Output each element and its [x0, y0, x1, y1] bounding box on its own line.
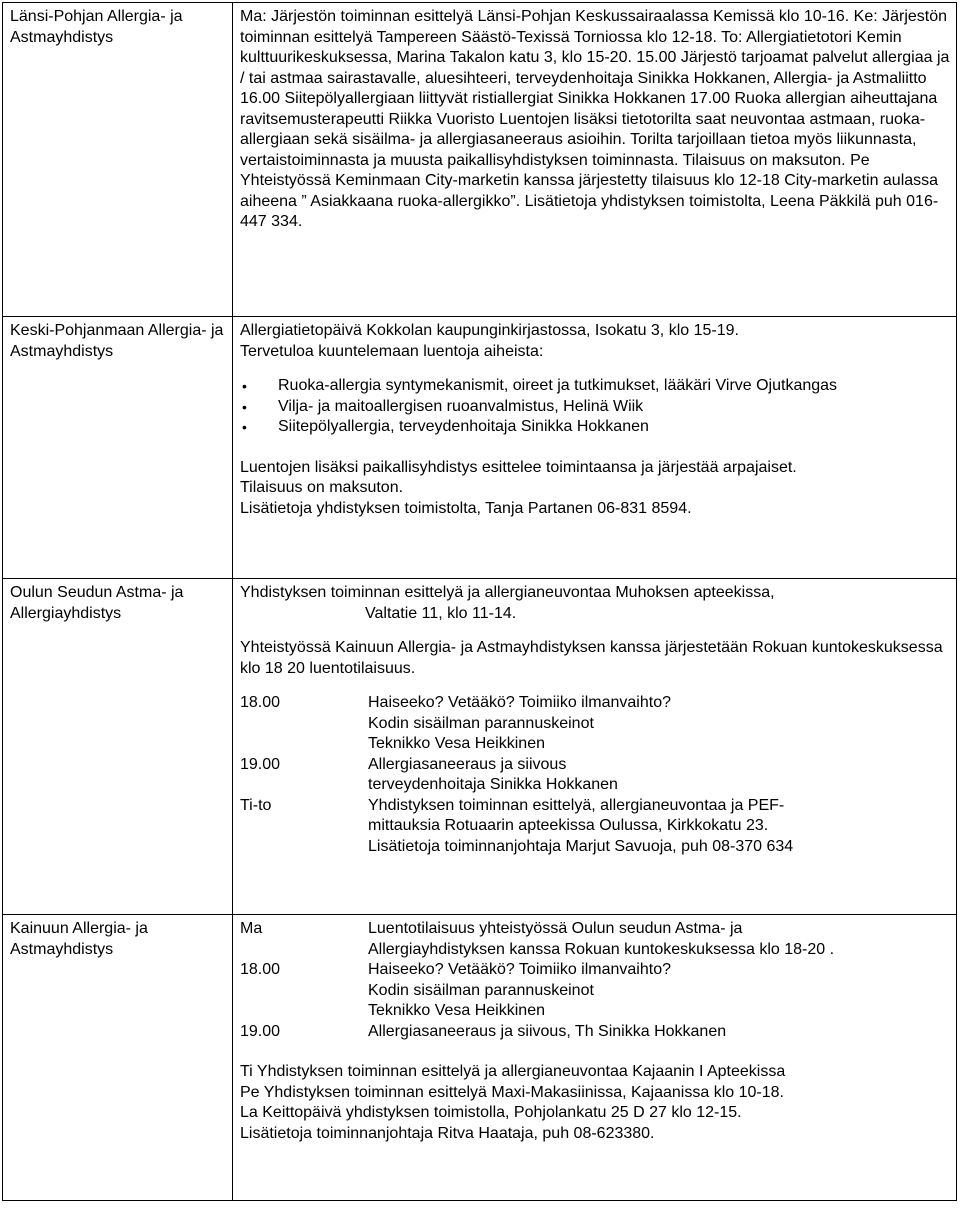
schedule-line: Luentotilaisuus yhteistyössä Oulun seudun Astma- ja	[368, 920, 743, 937]
list-item-text: Vilja- ja maitoallergisen ruoanvalmistus, Helinä Wiik	[278, 397, 644, 415]
org-name-cell	[3, 579, 233, 915]
bullet-icon: •	[242, 419, 247, 435]
org-name: Kainuun Allergia- ja Astmayhdistys	[10, 920, 148, 958]
intro-line: Allergiatietopäivä Kokkolan kaupunginkirjastossa, Isokatu 3, klo 15-19.	[240, 322, 739, 339]
table-row	[3, 579, 957, 915]
closing-line: Pe Yhdistyksen toiminnan esittelyä Maxi-Makasiinissa, Kajaanissa klo 10-18.	[240, 1083, 784, 1101]
bullet-icon: •	[242, 398, 247, 415]
table-row	[3, 317, 957, 579]
table-row	[3, 3, 957, 317]
schedule-entry	[368, 796, 951, 858]
event-description-cell	[233, 915, 957, 1201]
org-name-cell	[3, 3, 233, 317]
schedule-line: Kodin sisäilman parannuskeinot	[368, 714, 594, 732]
event-description-cell	[233, 317, 957, 579]
schedule-line: Lisätietoja toiminnanjohtaja Marjut Savuoja, puh 08-370 634	[368, 837, 794, 855]
schedule-line: Teknikko Vesa Heikkinen	[368, 735, 545, 752]
schedule-line: Haiseeko? Vetääkö? Toimiiko ilmanvaihto?	[368, 961, 671, 978]
closing-line: La Keittopäivä yhdistyksen toimistolla, Pohjolankatu 25 D 27 klo 12-15.	[240, 1104, 742, 1121]
org-name: Länsi-Pohjan Allergia- ja Astmayhdistys	[10, 8, 183, 46]
intro-line: Tervetuloa kuuntelemaan luentoja aiheista:	[240, 342, 544, 360]
closing-line: Ti Yhdistyksen toiminnan esittelyä ja allergianeuvontaa Kajaanin I Apteekissa	[240, 1063, 786, 1080]
bullet-icon: •	[242, 378, 247, 394]
schedule-time: 19.00	[240, 755, 281, 773]
event-description-cell	[233, 579, 957, 915]
closing-line: Lisätietoja toiminnanjohtaja Ritva Haataja, puh 08-623380.	[240, 1124, 655, 1142]
schedule-entry	[368, 919, 951, 960]
schedule	[240, 693, 951, 857]
schedule-line: Allergiayhdistyksen kanssa Rokuan kuntokeskuksessa klo 18-20 .	[368, 940, 835, 958]
schedule-line: Yhdistyksen toiminnan esittelyä, allergianeuvontaa ja PEF-	[368, 796, 785, 814]
event-line: Valtatie 11, klo 11-14.	[365, 604, 517, 622]
schedule-line: Kodin sisäilman parannuskeinot	[368, 981, 594, 999]
org-name-cell	[3, 915, 233, 1201]
schedule-line: mittauksia Rotuaarin apteekissa Oulussa, Kirkkokatu 23.	[368, 817, 769, 834]
list-item	[240, 397, 951, 418]
org-name: Keski-Pohjanmaan Allergia- ja Astmayhdistys	[10, 322, 224, 360]
outro-line: Tilaisuus on maksuton.	[240, 479, 404, 496]
schedule-entry	[368, 755, 951, 796]
lecture-list	[240, 376, 951, 438]
list-item-text: Siitepölyallergia, terveydenhoitaja Sinikka Hokkanen	[278, 418, 649, 435]
schedule-time: Ma	[240, 920, 263, 937]
schedule-line: Teknikko Vesa Heikkinen	[368, 1002, 545, 1019]
schedule-entry	[368, 693, 951, 755]
org-name: Oulun Seudun Astma- ja Allergiayhdistys	[10, 584, 184, 622]
list-item-text: Ruoka-allergia syntymekanismit, oireet ja tutkimukset, lääkäri Virve Ojutkangas	[278, 377, 838, 394]
outro-line: Lisätietoja yhdistyksen toimistolta, Tanja Partanen 06-831 8594.	[240, 499, 692, 517]
schedule-time: Ti-to	[240, 796, 272, 814]
events-table	[2, 2, 957, 1201]
schedule-time: 19.00	[240, 1022, 281, 1040]
schedule-time: 18.00	[240, 961, 281, 978]
event-description-cell	[233, 3, 957, 317]
schedule-line: Haiseeko? Vetääkö? Toimiiko ilmanvaihto?	[368, 694, 671, 711]
event-paragraph: Ma: Järjestön toiminnan esittelyä Länsi-Pohjan Keskussairaalassa Kemissä klo 10-16. Ke: Järjestön toiminnan esittelyä Tampereen Säästö-Texissä Torniossa klo 12-18. To: Allergiatietotori Kemin kulttuurikeskuksessa, Marina Takalon katu 3, klo 15-20. 15.00 Järjestö tarjoamat palvelut allergiaa ja / tai astmaa sairastavalle, aluesihteeri, terveydenhoitaja Sinikka Hokkanen, Allergia- ja Astmaliitto 16.00 Siitepölyallergiaan liittyvät ristiallergiat Sinikka Hokkanen 17.00 Ruoka allergian aiheuttajana ravitsemusterapeutti Riikka Vuoristo Luentojen lisäksi tietotorilta saat neuvontaa astmaan, ruoka-allergiaan sekä sisäilma- ja allergiasaneeraus asioihin. Torilta tarjoillaan tietoa myös liikunnasta, vertaistoiminnasta ja muusta paikallisyhdistyksen toiminnasta. Tilaisuus on maksuton. Pe Yhteistyössä Keminmaan City-marketin kanssa järjestetty tilaisuus klo 12-18 City-marketin aulassa aiheena ” Asiakkaana ruoka-allergikko”. Lisätietoja yhdistyksen toimistolta, Leena Päkkilä puh 016-447 334.	[240, 8, 950, 230]
outro-line: Luentojen lisäksi paikallisyhdistys esittelee toimintaansa ja järjestää arpajaiset.	[240, 458, 797, 476]
schedule-entry	[368, 960, 951, 1022]
schedule-line: terveydenhoitaja Sinikka Hokkanen	[368, 776, 618, 793]
list-item	[240, 376, 951, 397]
list-item	[240, 417, 951, 438]
schedule-entry	[368, 1022, 951, 1043]
schedule	[240, 919, 951, 1042]
schedule-line: Allergiasaneeraus ja siivous	[368, 755, 567, 773]
table-row	[3, 915, 957, 1201]
org-name-cell	[3, 317, 233, 579]
schedule-line: Allergiasaneeraus ja siivous, Th Sinikka Hokkanen	[368, 1022, 727, 1040]
schedule-time: 18.00	[240, 694, 281, 711]
event-line: Yhdistyksen toiminnan esittelyä ja allergianeuvontaa Muhoksen apteekissa,	[240, 584, 775, 601]
event-paragraph: Yhteistyössä Kainuun Allergia- ja Astmayhdistyksen kanssa järjestetään Rokuan kuntokeskuksessa klo 18 20 luentotilaisuus.	[240, 639, 943, 677]
